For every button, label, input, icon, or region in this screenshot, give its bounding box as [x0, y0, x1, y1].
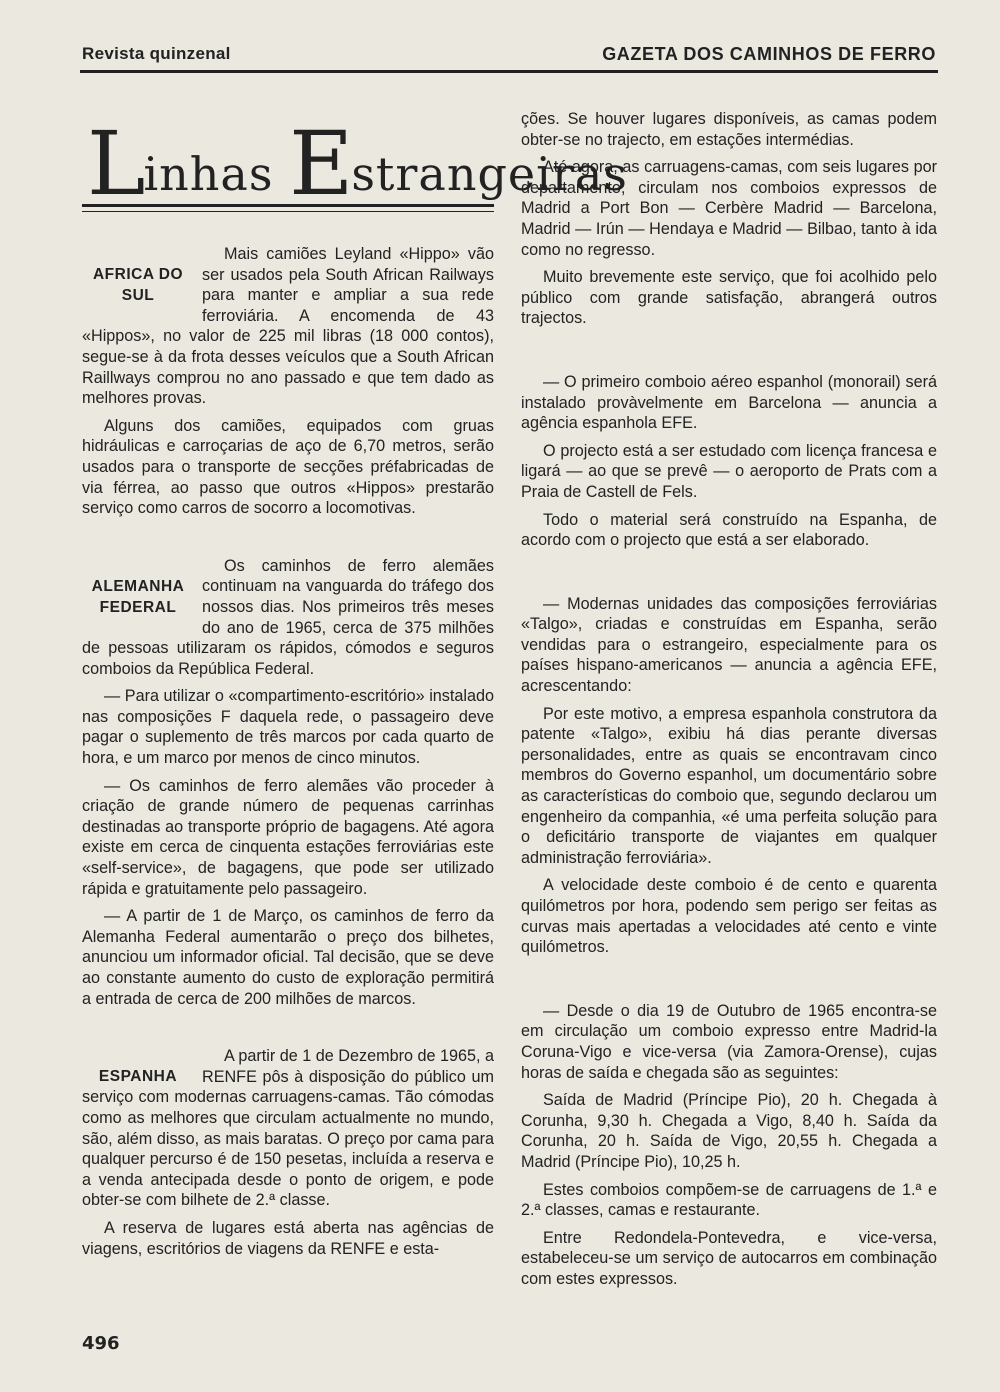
paragraph: — Para utilizar o «compartimento-escritório» instalado nas composições F daquela rede, o passageiro deve pagar o suplemento de três marcos por cada quarto de hora, e um marco por menos de cinco minutos.: [82, 687, 494, 768]
running-header-left: Revista quinzenal: [82, 44, 231, 63]
paragraph: Muito brevemente este serviço, que foi acolhido pelo público com grande satisfação, abrangerá outros trajectos.: [521, 268, 937, 328]
paragraph: — Os caminhos de ferro alemães vão proceder à criação de grande número de pequenas carrinhas destinadas ao transporte próprio de bagagens. Até agora existe em cerca de cinquenta estações ferroviárias este «self-service», de bagagens, que pode ser utilizado rápida e gratuitamente pelo passageiro.: [82, 776, 494, 898]
section-africa-do-sul: [82, 244, 494, 526]
paragraph: — A partir de 1 de Março, os caminhos de ferro da Alemanha Federal aumentarão o preço dos bilhetes, anunciou um informador oficial. Tal decisão, que se deve ao constante aumento do custo de exploração permitirá a entrada de cerca de 200 milhões de marcos.: [82, 907, 494, 1008]
paragraph: — Desde o dia 19 de Outubro de 1965 encontra-se em circulação um comboio expresso entre Madrid-la Coruna-Vigo e vice-versa (via Zamora-Orense), cujas horas de saída e chegada são as seguintes:: [521, 1001, 937, 1082]
right-column: [521, 109, 937, 1297]
left-column: [82, 244, 494, 1266]
paragraph: Todo o material será construído na Espanha, de acordo com o projecto que está a ser elaborado.: [521, 510, 937, 550]
paragraph: Por este motivo, a empresa espanhola construtora da patente «Talgo», exibiu há dias perante diversas personalidades, entre as quais se encontravam cinco membros do Governo espanhol, um documentário sobre as características do comboio que, segundo declarou um engenheiro da companhia, «é uma perfeita solução para o deficitário transporte de viajantes em qualquer administração ferroviária».: [521, 704, 937, 867]
paragraph: O projecto está a ser estudado com licença francesa e ligará — ao que se prevê — o aeroporto de Prats com a Praia de Castell de Fels.: [521, 441, 937, 501]
title-rule-thin: [82, 211, 494, 212]
paragraph: Os caminhos de ferro alemães continuam na vanguarda do tráfego dos nossos dias. Nos primeiros três meses do ano de 1965, cerca de 375 milhões de pessoas utilizaram os rápidos, cómodos e seguros comboios da República Federal.: [82, 556, 494, 678]
paragraph: Até agora, as carruagens-camas, com seis lugares por departamento, circulam nos comboios expressos de Madrid a Port Bon — Cerbère Madrid — Barcelona, Madrid — Irún — Hendaya e Madrid — Bilbao, tanto à ida como no regresso.: [521, 158, 937, 259]
section-espanha: [82, 1046, 494, 1266]
paragraph: Entre Redondela-Pontevedra, e vice-versa, estabeleceu-se um serviço de autocarros em combinação com estes expressos.: [521, 1228, 937, 1288]
paragraph: A partir de 1 de Dezembro de 1965, a RENFE pôs à disposição do público um serviço com modernas carruagens-camas. Tão cómodas como as melhores que circulam actualmente no mundo, são, além disso, as mais baratas. O preço por cama para qualquer percurso é de 150 pesetas, incluída a reserva e a venda antecipada desde o ponto de origem, e pode obter-se com bilhete de 2.ª classe.: [82, 1047, 494, 1210]
title-word-1: inhas: [143, 147, 274, 201]
section-label-espanha: ESPANHA: [98, 1068, 178, 1086]
paragraph: A reserva de lugares está aberta nas agências de viagens, escritórios de viagens da RENFE e esta-: [82, 1218, 494, 1258]
paragraph: Saída de Madrid (Príncipe Pio), 20 h. Chegada à Corunha, 9,30 h. Chegada a Vigo, 8,40 h. Saída da Corunha, 20 h. Saída de Vigo, 20,55 h. Chegada a Madrid (Príncipe Pio), 10,25 h.: [521, 1091, 937, 1171]
paragraph: — O primeiro comboio aéreo espanhol (monorail) será instalado provàvelmente em Barcelona — anuncia a agência espanhola EFE.: [521, 372, 937, 433]
paragraph: Estes comboios compõem-se de carruagens de 1.ª e 2.ª classes, camas e restaurante.: [521, 1180, 937, 1220]
paragraph: Mais camiões Leyland «Hippo» vão ser usados pela South African Railways para manter e ampliar a sua rede ferroviária. A encomenda de 43 «Hippos», no valor de 225 mil libras (18 000 contos), segue-se à da frota desses veículos que a South African Raillways comprou no ano passado e que tem dado as melhores provas.: [82, 245, 494, 408]
title-rule-thick: [82, 204, 494, 207]
section-alemanha-federal: [82, 556, 494, 1016]
title-word-2: strangeiras: [351, 147, 628, 201]
title-initial-2: E: [289, 112, 352, 215]
paragraph: Alguns dos camiões, equipados com gruas hidráulicas e carroçarias de aço de 6,70 metros, serão usados para o transporte de secções préfabricadas de via férrea, ao passo que outros «Hippos» prestarão serviço como carros de socorro a locomotivas.: [82, 416, 494, 518]
paragraph: — Modernas unidades das composições ferroviárias «Talgo», criadas e construídas em Espanha, serão vendidas para o estrangeiro, especialmente para os países hispano-americanos — anuncia a agência EFE, acrescentando:: [521, 594, 937, 696]
paragraph: A velocidade deste comboio é de cento e quarenta quilómetros por hora, podendo sem perigo ser feitas as curvas mais apertadas a velocidades até cento e vinte quilómetros.: [521, 876, 937, 957]
header-rule: [80, 70, 938, 73]
running-header-right: GAZETA DOS CAMINHOS DE FERRO: [602, 44, 936, 64]
section-label-alemanha: ALEMANHA FEDERAL: [91, 577, 185, 616]
title-initial-1: L: [87, 112, 144, 215]
paragraph: ções. Se houver lugares disponíveis, as camas podem obter-se no trajecto, em estações intermédias.: [521, 110, 937, 149]
page-number: 496: [82, 1333, 120, 1354]
article-title: [82, 112, 628, 215]
section-label-africa: AFRICA DO SUL: [92, 266, 184, 304]
